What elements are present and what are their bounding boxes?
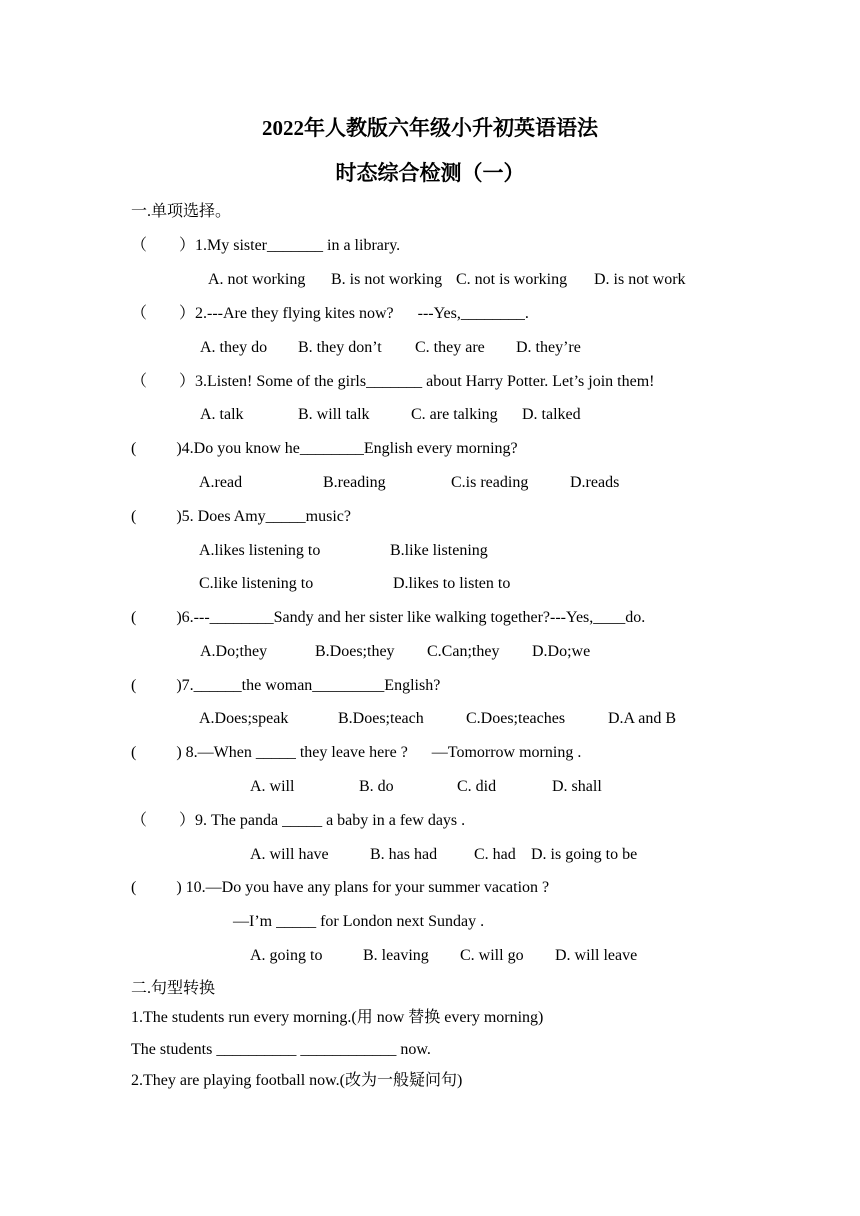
section-heading: 二.句型转换 — [131, 980, 216, 997]
option: A.Do;they — [200, 643, 268, 660]
option: D.Do;we — [532, 643, 591, 660]
option: B. do — [359, 778, 394, 795]
option: D. talked — [522, 406, 581, 423]
option: C. they are — [415, 339, 485, 356]
option: A. will — [250, 778, 295, 795]
option: C. did — [457, 778, 497, 795]
exercise-line: The students __________ ____________ now. — [131, 1041, 431, 1058]
question-stem: ( ) 8.—When _____ they leave here ? —Tomorrow morning . — [131, 744, 582, 761]
question-stem: ( )6.---________Sandy and her sister like walking together?---Yes,____do. — [131, 609, 646, 626]
section-heading: 一.单项选择。 — [131, 203, 232, 220]
option: D. they’re — [516, 339, 581, 356]
option: D. will leave — [555, 947, 638, 964]
option: B.Does;they — [315, 643, 395, 660]
option: B. will talk — [298, 406, 370, 423]
option: D. is going to be — [531, 846, 638, 863]
option: A. not working — [208, 271, 306, 288]
option: D. shall — [552, 778, 602, 795]
option: C.Can;they — [427, 643, 500, 660]
question-stem: ( )5. Does Amy_____music? — [131, 508, 351, 525]
option: B. is not working — [331, 271, 443, 288]
option: C. had — [474, 846, 516, 863]
question-stem: ( )4.Do you know he________English every morning? — [131, 440, 518, 457]
page-subtitle: 时态综合检测（一） — [335, 161, 525, 185]
option: B. they don’t — [298, 339, 382, 356]
question-stem: （ ）9. The panda _____ a baby in a few days . — [131, 812, 466, 829]
question-stem-continuation: —I’m _____ for London next Sunday . — [233, 913, 485, 930]
exercise-line: 2.They are playing football now.(改为一般疑问句) — [131, 1072, 463, 1089]
question-stem: ( )7.______the woman_________English? — [131, 677, 441, 694]
exercise-line: 1.The students run every morning.(用 now 替换 every morning) — [131, 1009, 544, 1026]
option: B. leaving — [363, 947, 429, 964]
option: C. not is working — [456, 271, 568, 288]
question-stem: （ ）3.Listen! Some of the girls_______ about Harry Potter. Let’s join them! — [131, 373, 655, 390]
option: C.Does;teaches — [466, 710, 566, 727]
option: A.Does;speak — [199, 710, 289, 727]
option: D.A and B — [608, 710, 676, 727]
option: C. will go — [460, 947, 524, 964]
question-stem: ( ) 10.—Do you have any plans for your summer vacation ? — [131, 879, 550, 896]
page-title: 2022年人教版六年级小升初英语语法 — [262, 116, 598, 140]
option: D.likes to listen to — [393, 575, 511, 592]
option: B.like listening — [390, 542, 488, 559]
option: C.like listening to — [199, 575, 314, 592]
option: A. will have — [250, 846, 329, 863]
option: B.reading — [323, 474, 386, 491]
question-stem: （ ）2.---Are they flying kites now? ---Yes,________. — [131, 305, 529, 322]
option: A. talk — [200, 406, 244, 423]
option: D. is not work — [594, 271, 686, 288]
option: C.is reading — [451, 474, 529, 491]
option: C. are talking — [411, 406, 498, 423]
option: A. they do — [200, 339, 268, 356]
option: B. has had — [370, 846, 438, 863]
option: D.reads — [570, 474, 620, 491]
question-stem: （ ）1.My sister_______ in a library. — [131, 237, 401, 254]
option: A. going to — [250, 947, 323, 964]
option: B.Does;teach — [338, 710, 424, 727]
option: A.read — [199, 474, 243, 491]
option: A.likes listening to — [199, 542, 321, 559]
